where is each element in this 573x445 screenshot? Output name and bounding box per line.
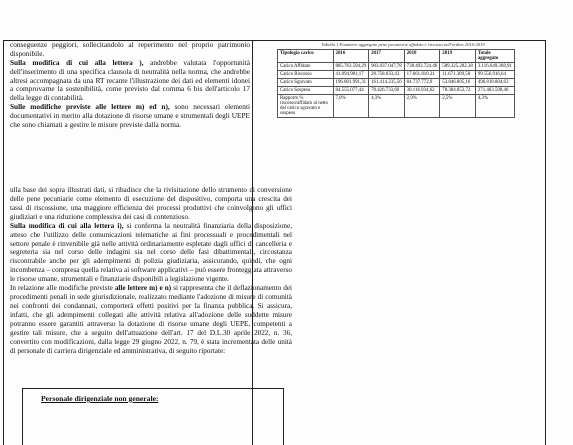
left-paragraph-3-heading: Sulle modifiche previste alle lettere m) ed n), xyxy=(10,102,170,112)
table-cell: 738.493.724.46 xyxy=(404,63,440,71)
table-cell: Carico Affidato xyxy=(278,63,334,71)
table-cell: 4,3% xyxy=(475,95,514,118)
table-cell: 3.116.649.368,91 xyxy=(475,63,514,71)
staff-box-title: Personale dirigenziale non generale: xyxy=(41,394,159,403)
table-row xyxy=(278,95,515,118)
table-cell: 99.556.916,64 xyxy=(475,71,514,79)
right-paragraph-3-heading: alle lettere m) e n) xyxy=(114,284,172,293)
table-cell: 196.801.991,31 xyxy=(333,79,369,87)
header-cell: 2018 xyxy=(404,50,440,63)
table-cell: Rapporto % riscosso/affidato al netto del carico sgravato e sospeso xyxy=(278,95,334,118)
table-cell: 885.763.594,29 xyxy=(333,63,369,71)
left-paragraph-3-text: sono necessari elementi documentativi in merito alla dotazione di risorse umane e strumentali degli UEPE che sono chiamati a gestire le misure previste dalla norma. xyxy=(10,102,250,130)
right-paragraph-2 xyxy=(10,222,292,284)
table-cell: 4,3% xyxy=(369,95,405,118)
table-cell: 7,0% xyxy=(333,95,369,118)
table-row xyxy=(278,87,515,95)
table-cell: 28.758.633,43 xyxy=(369,71,405,79)
table-cell: 161.414.235,56 xyxy=(369,79,405,87)
right-paragraph-3-intro: In relazione alle modifiche previste xyxy=(10,284,115,293)
table-cell: 78.426.733,60 xyxy=(369,87,405,95)
table-cell: 84.737.772,9 xyxy=(404,79,440,87)
table-cell: 2,5% xyxy=(440,95,476,118)
table-cell: 496.818.804,63 xyxy=(475,79,514,87)
left-paragraph-3 xyxy=(10,103,250,130)
header-cell: 2019 xyxy=(440,50,476,63)
left-paragraph-2-text: andrebbe valutata l'opportunità dell'inserimento di una specifica clausola di neutralità nella norma, che andrebbe altresì accompagnata da una RT recante l'illustrazione dei dati ed elementi idonei a comprovarne la sostenibilità, come previsto dal comma 6 bis dell'articolo 17 della legge di contabilità. xyxy=(10,57,250,103)
two-column-table xyxy=(3,40,546,445)
table-row xyxy=(278,63,515,71)
table-header-row xyxy=(278,50,515,63)
table-cell: Carico Sospeso xyxy=(278,87,334,95)
right-text-block xyxy=(10,186,292,356)
table-cell: 30.116.934,62 xyxy=(404,87,440,95)
table-cell: Carico Riscosso xyxy=(278,71,334,79)
table-row xyxy=(278,79,515,87)
header-cell: 2017 xyxy=(369,50,405,63)
right-paragraph-3 xyxy=(10,284,292,355)
table-caption: Tabella 1 Fonmiero aggregato pene pecuniarie affidato e riscosso nell'ordine 2016-2019 xyxy=(321,42,485,47)
right-paragraph-3-text: si rappresenta che il deflazionamento dei procedimenti penali in sede giurisdizionale, realizzato mediante l'adozione di misure di comunità nei confronti dei condannati, comporterà effetti positivi per la finanza pubblica. Si assicura, infatti, che gli adempimenti collegati alle attività relativa all'adozione delle suddette misure potranno essere garantiti attraverso la dotazione di risorse umane degli UEPE, competenti a gestire tali misure, che a seguito dell'attuazione dell'art. 17 del D.L.30 aprile 2022, n. 36, convertito con modificazioni, dalla legge 29 giugno 2022, n. 79, è stata incrementata delle unità di personale di carriera dirigenziale ed amministrativa, di seguito riportate: xyxy=(10,284,293,355)
table-cell: 903.037.047,78 xyxy=(369,63,405,71)
table-cell: 84.555.077,44 xyxy=(333,87,369,95)
right-paragraph-2-heading: Sulla modifica di cui alla lettera i), xyxy=(10,221,124,230)
left-paragraph-2 xyxy=(10,59,250,103)
header-cell: 2016 xyxy=(333,50,369,63)
right-paragraph-1: ulla base dei sopra illustrati dati, si ribadisce che la rivisitazione dello strumento di conversione delle pene pecuniarie come elemento di esecuzione del dispositivo, comporta una crescita dei tassi di riscossione, una maggiore efficienza dei processi produttivi che coinvolgono gli uffici giudiziari e una riduzione complessiva dei casi di contenzioso. xyxy=(10,186,292,221)
table-row xyxy=(278,71,515,79)
right-paragraph-2-text: si conferma la neutralità finanziaria della disposizione, atteso che l'utilizzo delle comunicazioni telematiche ai fini processuali e procedimentali nel settore penale è rinvenibile già nelle attività ordinariamente espletate dagli uffici di cancelleria e segreteria sia nel corso delle indagini sia nel corso delle fasi dibattimentali, circostanza riscontrabile anche per gli adempimenti di polizia giudiziaria, assicurando, quindi, che ogni incombenza – compresa quella relativa ai software applicativi – può essere fronteggiata attraverso le risorse umane, strumentali e finanziarie disponibili a legislazione vigente. xyxy=(10,221,292,284)
left-column xyxy=(10,41,250,130)
staff-box xyxy=(22,388,284,445)
left-paragraph-2-heading: Sulla modifica di cui alla lettera ), xyxy=(10,57,144,67)
table-cell: 41.094.981,17 xyxy=(333,71,369,79)
table-cell: 17.661.810.21 xyxy=(404,71,440,79)
table-cell: 53.846.805,16 xyxy=(440,79,476,87)
table-cell: Carico Sgravato xyxy=(278,79,334,87)
table-cell: 2,9% xyxy=(404,95,440,118)
header-cell: Totale aggregato xyxy=(475,50,514,63)
table-cell: 271.483.598,46 xyxy=(475,87,514,95)
header-cell: Tipologia carico xyxy=(278,50,334,63)
right-column xyxy=(258,41,546,118)
left-paragraph-1: conseguenze peggiori, sollecitandolo al reperimento nel proprio patrimonio disponibile. xyxy=(10,40,250,58)
data-table xyxy=(277,49,515,118)
table-cell: 78.384.852,72 xyxy=(440,87,476,95)
table-cell: 11.671.309,58 xyxy=(440,71,476,79)
table-cell: 589.325.282.38 xyxy=(440,63,476,71)
